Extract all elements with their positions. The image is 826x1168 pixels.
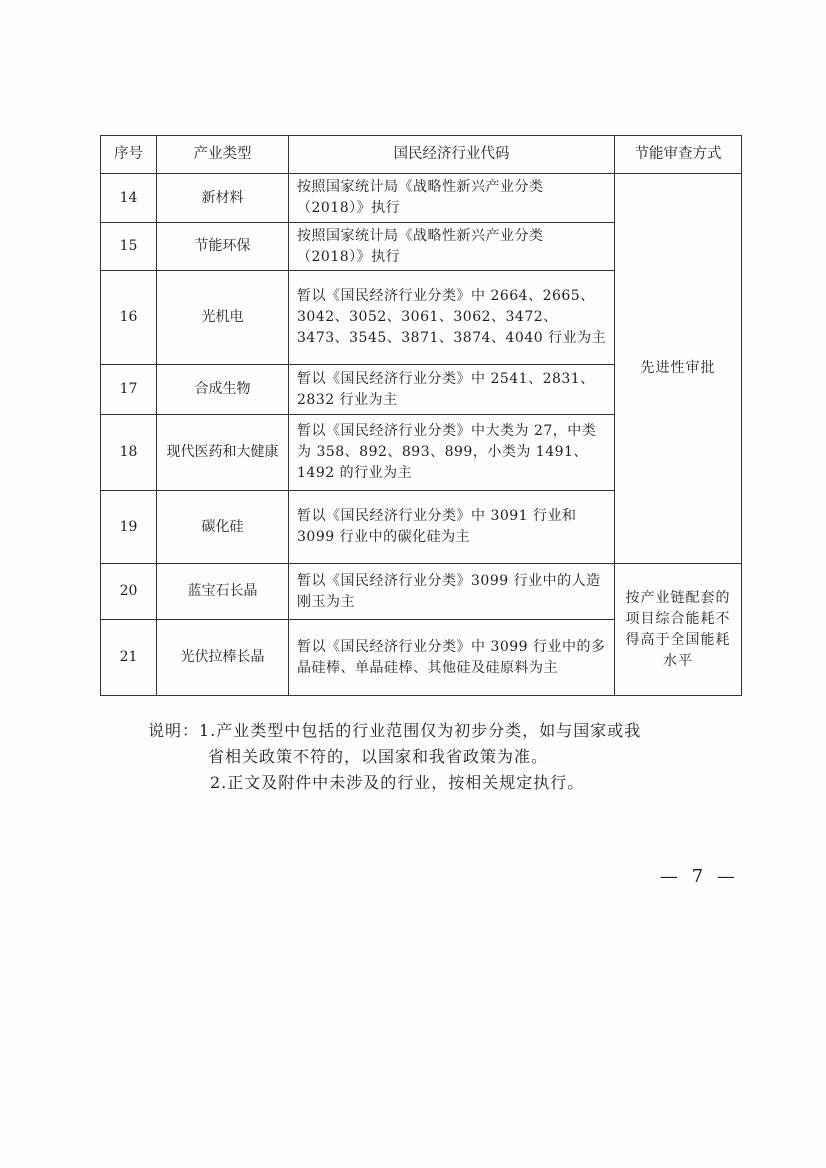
row-type: 节能环保 <box>157 223 289 271</box>
row-code: 暂以《国民经济行业分类》中大类为 27，中类为 358、892、893、899，小类为 1491、1492 的行业为主 <box>289 415 615 491</box>
row-no: 16 <box>101 271 157 365</box>
row-code: 暂以《国民经济行业分类》中 3091 行业和 3099 行业中的碳化硅为主 <box>289 491 615 564</box>
table-row <box>101 564 742 620</box>
note-2: 2.正文及附件中未涉及的行业，按相关规定执行。 <box>210 773 585 792</box>
row-type: 光伏拉棒长晶 <box>157 620 289 696</box>
header-type: 产业类型 <box>157 136 289 174</box>
method-cell: 先进性审批 <box>615 174 742 564</box>
notes-prefix: 说明： <box>148 721 200 740</box>
row-code: 按照国家统计局《战略性新兴产业分类（2018）》执行 <box>289 223 615 271</box>
row-type: 碳化硅 <box>157 491 289 564</box>
row-no: 17 <box>101 365 157 415</box>
row-no: 15 <box>101 223 157 271</box>
row-no: 21 <box>101 620 157 696</box>
header-code: 国民经济行业代码 <box>289 136 615 174</box>
note-1-cont: 省相关政策不符的，以国家和我省政策为准。 <box>208 747 549 766</box>
row-type: 合成生物 <box>157 365 289 415</box>
row-code: 暂以《国民经济行业分类》3099 行业中的人造刚玉为主 <box>289 564 615 620</box>
method-cell: 按产业链配套的项目综合能耗不得高于全国能耗水平 <box>615 564 742 696</box>
table-header-row <box>101 136 742 174</box>
note-1-text: 1.产业类型中包括的行业范围仅为初步分类，如与国家或我 <box>199 721 642 740</box>
table-row <box>101 174 742 223</box>
row-no: 19 <box>101 491 157 564</box>
row-code: 暂以《国民经济行业分类》中 2541、2831、2832 行业为主 <box>289 365 615 415</box>
row-no: 20 <box>101 564 157 620</box>
header-no: 序号 <box>101 136 157 174</box>
row-type: 新材料 <box>157 174 289 223</box>
row-code: 暂以《国民经济行业分类》中 3099 行业中的多晶硅棒、单晶硅棒、其他硅及硅原料为主 <box>289 620 615 696</box>
row-no: 18 <box>101 415 157 491</box>
notes <box>148 718 641 796</box>
row-type: 蓝宝石长晶 <box>157 564 289 620</box>
row-no: 14 <box>101 174 157 223</box>
page-number: — 7 — <box>660 866 739 887</box>
header-method: 节能审查方式 <box>615 136 742 174</box>
industry-table <box>100 135 742 696</box>
row-code: 暂以《国民经济行业分类》中 2664、2665、3042、3052、3061、3062、3472、3473、3545、3871、3874、4040 行业为主 <box>289 271 615 365</box>
row-code: 按照国家统计局《战略性新兴产业分类（2018）》执行 <box>289 174 615 223</box>
row-type: 光机电 <box>157 271 289 365</box>
note-1 <box>148 718 641 744</box>
row-type: 现代医药和大健康 <box>157 415 289 491</box>
